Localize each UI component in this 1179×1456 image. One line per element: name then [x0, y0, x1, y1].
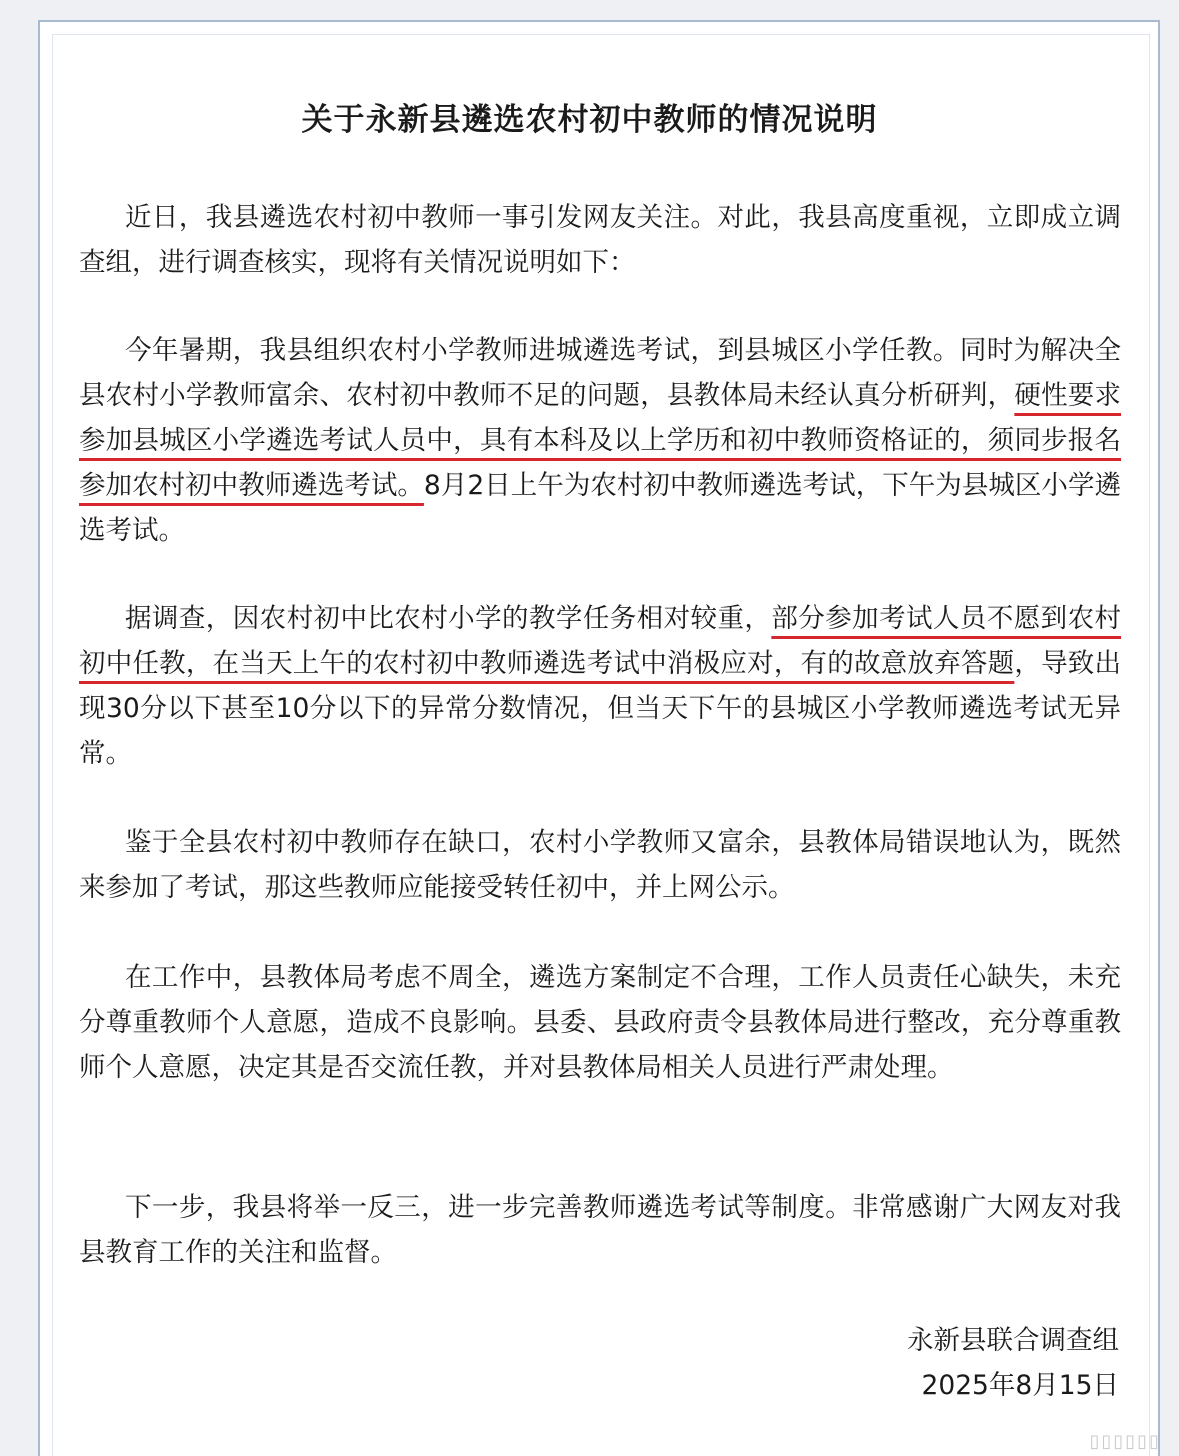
paragraph-text: 8月2日上午为农村初中教师遴选考试，下午为县城区小学遴选考试。	[79, 470, 1121, 546]
watermark: ▯▯▯▯▯▯	[1089, 1431, 1161, 1452]
paragraph-text: ，导致出现30分以下甚至10分以下的异常分数情况，但当天下午的县城区小学教师遴选考试无异常。	[79, 648, 1122, 769]
underlined-text: 硬性要求参加县城区小学遴选考试人员中，具有本科及以上学历和初中教师资格证的，须同步报名参加农村初中教师遴选考试。	[79, 380, 1122, 501]
signature-date: 2025年8月15日	[921, 1370, 1119, 1401]
document-title: 关于永新县遴选农村初中教师的情况说明	[301, 102, 878, 138]
paragraph-text: 下一步，我县将举一反三，进一步完善教师遴选考试等制度。非常感谢广大网友对我县教育工作的关注和监督。	[79, 1192, 1121, 1268]
paragraph-text: 据调查，因农村初中比农村小学的教学任务相对较重，	[125, 603, 772, 634]
paragraph-5	[79, 955, 1121, 1090]
paragraph-text: 今年暑期，我县组织农村小学教师进城遴选考试，到县城区小学任教。同时为解决全县农村小学教师富余、农村初中教师不足的问题，县教体局未经认真分析研判，	[79, 335, 1121, 411]
paragraph-text: 在工作中，县教体局考虑不周全，遴选方案制定不合理，工作人员责任心缺失，未充分尊重教师个人意愿，造成不良影响。县委、县政府责令县教体局进行整改，充分尊重教师个人意愿，决定其是否交流任教，并对县教体局相关人员进行严肃处理。	[79, 962, 1121, 1083]
paragraph-6	[79, 1185, 1121, 1275]
paragraph-1	[79, 195, 1121, 285]
signer-name: 永新县联合调查组	[907, 1325, 1119, 1356]
paragraph-2	[79, 328, 1121, 553]
underlined-text: 部分参加考试人员不愿到农村初中任教，在当天上午的农村初中教师遴选考试中消极应对，有的故意放弃答题	[79, 603, 1122, 679]
paragraph-text: 鉴于全县农村初中教师存在缺口，农村小学教师又富余，县教体局错误地认为，既然来参加了考试，那这些教师应能接受转任初中，并上网公示。	[79, 827, 1121, 903]
paragraph-4	[79, 820, 1121, 910]
paragraph-3	[79, 596, 1121, 776]
paragraph-text: 近日，我县遴选农村初中教师一事引发网友关注。对此，我县高度重视，立即成立调查组，进行调查核实，现将有关情况说明如下：	[79, 202, 1121, 278]
